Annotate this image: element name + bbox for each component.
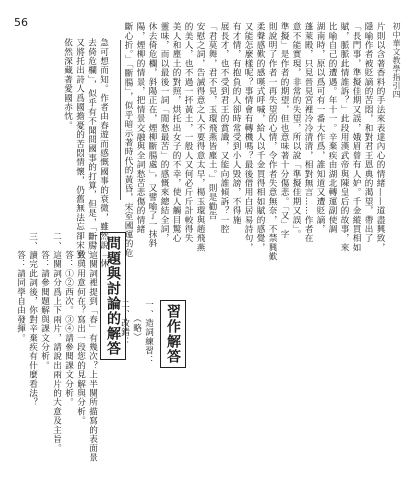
discussion-item: 答：請參閱題解與課文分析。: [39, 232, 50, 370]
text-column: 陽，煙柳的情景，把情景交融與全詞愁苦悲傷的情緒: [135, 22, 145, 234]
text-column: 安慰之詞，告誡得意之人不要得意太早，楊玉環與趙飛燕: [195, 22, 205, 252]
text-column: 靈味，而以最後一詞「閒愁最苦」的感慨來總結全詞，: [159, 22, 169, 243]
text-column: 蓬萊殿，只見晉見宮裡冷冷清清，相對無言……作者在: [303, 22, 313, 243]
text-column: 柔聲感歎的感嘆式呼喊，給人以千金買得相如賦的感覺，: [255, 22, 265, 252]
text-column: 比喻自己的遭遇。年十一。辛棄疾由湖北轉運副使調: [327, 22, 337, 234]
text-column: 「長門事，準擬佳期又誤，娥眉曾有人妒。千金縱買相如: [351, 22, 361, 252]
discussion-item: 致與用意何在？寫出一段您的見解與分析。: [75, 232, 86, 426]
column-divider: [120, 40, 121, 200]
text-column: 片則以含著香料的手法來表達內心的情緒——道盡興致，: [375, 22, 385, 252]
discussion-item: 答：①②西次。③④請參閱課文分析。: [63, 232, 74, 407]
text-column: 有才情，有抱負的人卻時常受到小人毀謗，不得施: [231, 22, 241, 225]
text-column: 湖南時，原以爲可有一番大作爲，誰知道又遭貶謫，: [315, 22, 325, 234]
text-column: 的美人，也不過一抔黃土，一般人又何必斤斤計較得失: [183, 22, 193, 243]
text-column: 休去倚危欄，斜陽正在，煙柳斷腸處」，又譬喻了一抹斜: [147, 22, 157, 248]
text-column: 隱喻作者被貶謫的苦悶，和對君王恩典的渴望，帶出了: [363, 22, 373, 243]
text-column: 準擬」是作者的期望，但也意味著十分傷悲。「又」字: [279, 22, 289, 239]
discussion-item: 一、這闋詞裡提到「春」有幾次？上半闋所描寫的表面景: [87, 232, 98, 462]
text-column: 美人和塵土的對照，烘托出女子的不幸，使人觸目驚心: [171, 22, 181, 243]
discussion-item: 三、讀完此詞後，你對辛棄疾有什麼看法？: [27, 232, 38, 407]
discussion-heading: 問題與討論的解答: [100, 232, 126, 360]
exercise-item: 一、造詞練習：: [143, 300, 154, 365]
page-number: 56: [14, 16, 28, 29]
exercise-item: （略）: [131, 300, 142, 342]
text-column: 意不能實現，非常的失望，所以說「準擬佳期又誤」。: [291, 22, 301, 239]
running-title: 初中華文教學指引四: [392, 22, 401, 99]
text-column: 去倚危欄」，似乎有不聞問國事的打算，但是，「斷腸」: [86, 38, 97, 260]
text-column: 急可想而知。作者由春遊而感慨國事的衰微，雖然說「休: [98, 38, 109, 268]
text-column: 賦，脈脈此情誰訴？」此段用漢武帝與陳皇后的故事，來: [339, 22, 349, 252]
exercise-heading-box: 習作解答: [160, 300, 186, 368]
discussion-item: 答：請同學自由發揮。: [15, 232, 26, 343]
text-column: 「君莫舞，君不見，玉環飛燕皆塵土。」則是勸告: [207, 22, 217, 221]
exercise-item: 二、改錯：: [119, 300, 130, 346]
text-column: 展長才，也不受到君王的賞識，又能向誰傾訴？一腔: [219, 22, 229, 234]
text-column: 又將托出詩人爲國擔憂的苦悶情懷，仍舊無法忘卻宋室，: [74, 38, 85, 268]
text-column: 依然深藏著愛國赤忱。: [62, 38, 73, 130]
text-column: 斷心折。」「斷腸」，似乎暗示著時代的黃昏，宋室國運的危: [123, 22, 133, 258]
text-column: 則說明了作者一再失望的心情，令作者失意無奈，不禁興歎: [267, 22, 277, 262]
discussion-item: 二、這闋詞分爲上下兩片，請說出兩片的大意及主旨。: [51, 232, 62, 453]
text-column: 又能怎麼樣呢？事情會有轉機嗎？最後借用白居易詩句，: [243, 22, 253, 252]
